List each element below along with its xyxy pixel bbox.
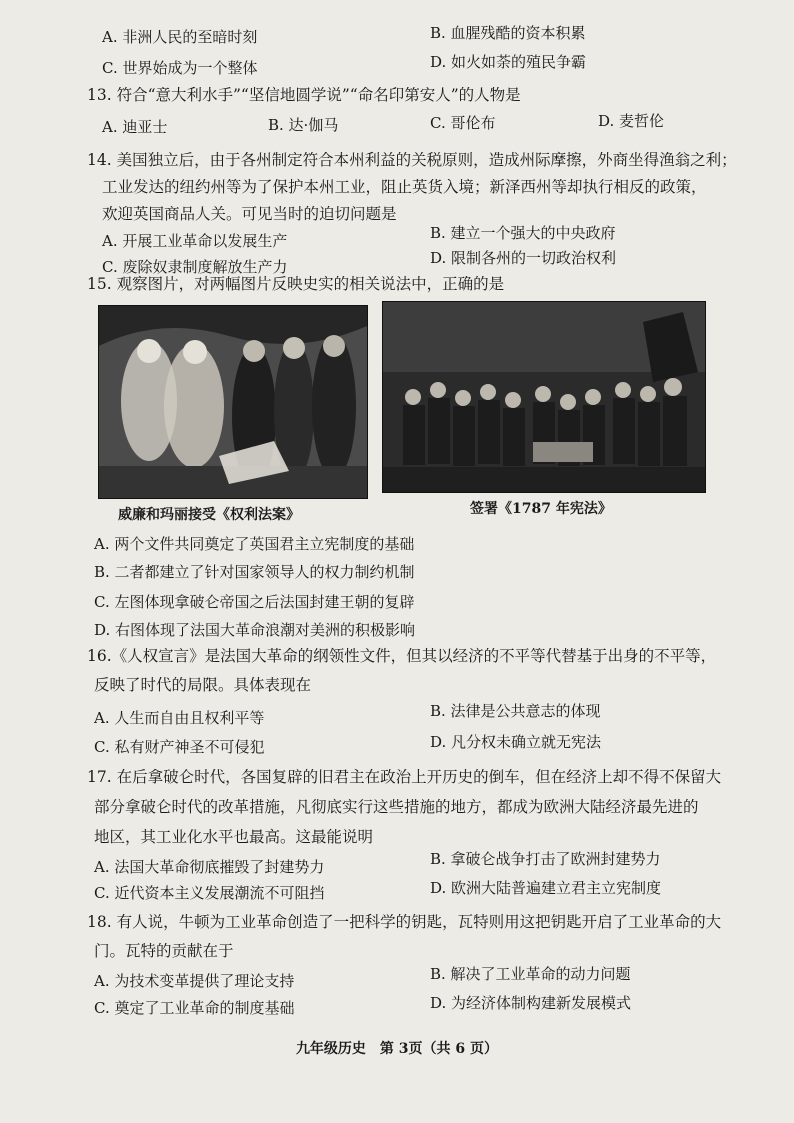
caption-left: 威廉和玛丽接受《权利法案》 [118,507,300,523]
q15-option-b: B. 二者都建立了针对国家领导人的权力制约机制 [94,563,415,581]
q13-stem: 13. 符合“意大利水手”“坚信地圆学说”“命名印第安人”的人物是 [87,86,521,104]
engraving-image [99,306,367,498]
q16-stem-line-2: 反映了时代的局限。具体表现在 [94,676,312,694]
q14-option-a: A. 开展工业革命以发展生产 [102,232,288,250]
q15-option-c: C. 左图体现拿破仑帝国之后法国封建王朝的复辟 [94,593,415,611]
q13-option-c: C. 哥伦布 [430,114,496,132]
q14-option-d: D. 限制各州的一切政治权利 [430,249,617,267]
q14-stem-line-1: 14. 美国独立后，由于各州制定符合本州利益的关税原则，造成州际摩擦，外商坐得渔翁之利； [87,151,737,169]
option-c: C. 世界始成为一个整体 [102,59,258,77]
q15-option-a: A. 两个文件共同奠定了英国君主立宪制度的基础 [94,535,415,553]
q17-stem-line-3: 地区，其工业化水平也最高。这最能说明 [94,828,374,846]
q17-option-b: B. 拿破仑战争打击了欧洲封建势力 [430,850,661,868]
q18-option-a: A. 为技术变革提供了理论支持 [94,972,295,990]
q18-option-c: C. 奠定了工业革命的制度基础 [94,999,295,1017]
option-b: B. 血腥残酷的资本积累 [430,24,586,42]
q17-stem-line-2: 部分拿破仑时代的改革措施，凡彻底实行这些措施的地方，都成为欧洲大陆经济最先进的 [94,798,699,816]
q17-option-a: A. 法国大革命彻底摧毁了封建势力 [94,858,325,876]
painting-image [383,302,705,492]
q18-option-b: B. 解决了工业革命的动力问题 [430,965,631,983]
q15-stem: 15. 观察图片，对两幅图片反映史实的相关说法中，正确的是 [87,275,505,293]
q17-option-c: C. 近代资本主义发展潮流不可阻挡 [94,884,325,902]
option-d: D. 如火如荼的殖民争霸 [430,53,587,71]
figure-left-bill-of-rights [98,305,368,499]
q17-stem-line-1: 17. 在后拿破仑时代，各国复辟的旧君主在政治上开历史的倒车，但在经济上却不得不保留大 [87,768,722,786]
q13-option-d: D. 麦哲伦 [598,112,665,130]
q14-stem-line-2: 工业发达的纽约州等为了保护本州工业，阻止英货入境；新泽西州等却执行相反的政策， [102,178,707,196]
q16-stem-line-1: 16.《人权宣言》是法国大革命的纲领性文件，但其以经济的不平等代替基于出身的不平等， [87,647,717,665]
caption-right: 签署《1787 年宪法》 [470,501,612,517]
q13-option-b: B. 达·伽马 [268,116,339,134]
q14-stem-line-3: 欢迎英国商品人关。可见当时的迫切问题是 [102,205,397,223]
q16-option-b: B. 法律是公共意志的体现 [430,702,601,720]
q18-stem-line-1: 18. 有人说，牛顿为工业革命创造了一把科学的钥匙，瓦特则用这把钥匙开启了工业革命的大 [87,913,722,931]
q18-option-d: D. 为经济体制构建新发展模式 [430,994,632,1012]
q16-option-d: D. 凡分权未确立就无宪法 [430,733,602,751]
q16-option-c: C. 私有财产神圣不可侵犯 [94,738,265,756]
q14-option-b: B. 建立一个强大的中央政府 [430,224,616,242]
q18-stem-line-2: 门。瓦特的贡献在于 [94,942,234,960]
q13-option-a: A. 迪亚士 [102,118,168,136]
option-a: A. 非洲人民的至暗时刻 [102,28,258,46]
q14-option-c: C. 废除奴隶制度解放生产力 [102,258,288,276]
figure-right-constitution-signing [382,301,706,493]
q17-option-d: D. 欧洲大陆普遍建立君主立宪制度 [430,879,662,897]
q15-option-d: D. 右图体现了法国大革命浪潮对美洲的积极影响 [94,621,416,639]
page-footer: 九年级历史 第 3页（共 6 页） [295,1041,499,1057]
q16-option-a: A. 人生而自由且权利平等 [94,709,265,727]
